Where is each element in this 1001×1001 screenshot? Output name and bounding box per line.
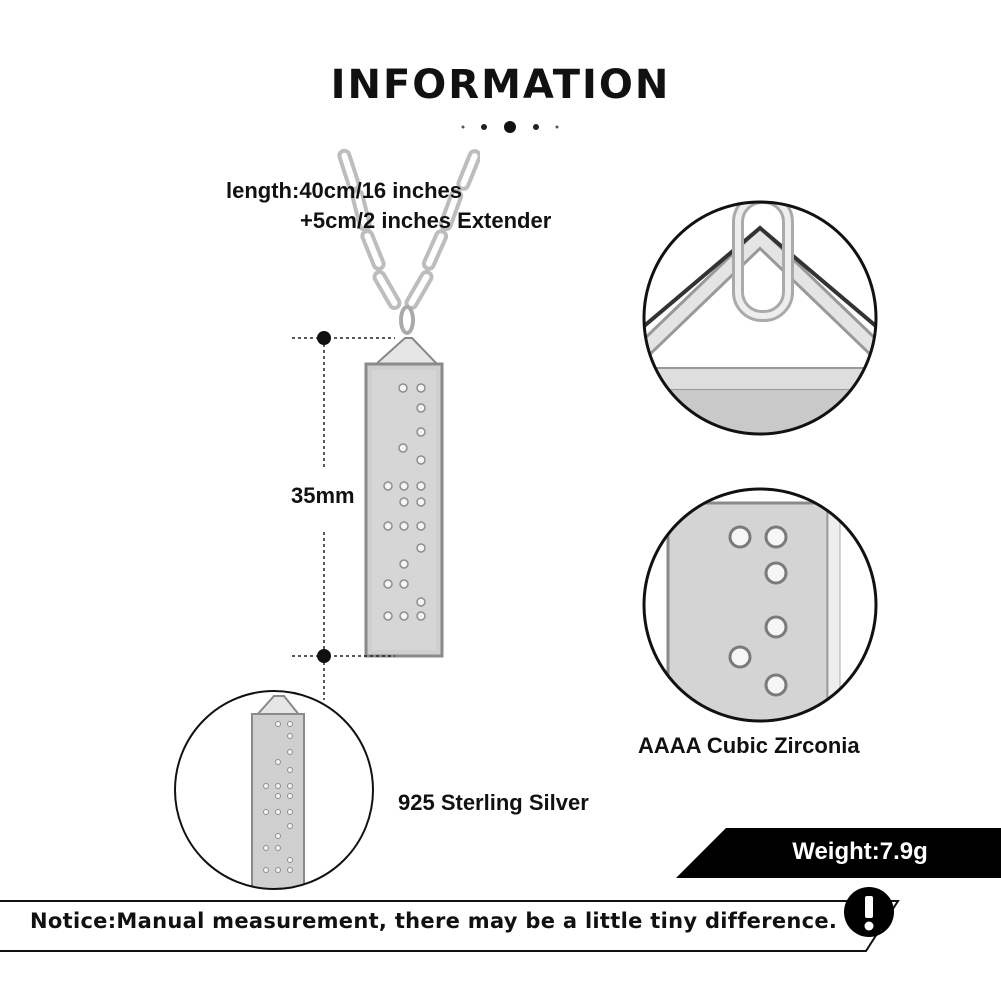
zoom-top-circle [640,198,880,438]
page-title: INFORMATION [330,62,671,108]
notice-text: Notice:Manual measurement, there may be a little tiny difference. [30,909,838,933]
zoom-pendant-circle [172,688,376,892]
extender-label: +5cm/2 inches Extender [300,208,552,233]
weight-label: Weight:7.9g [792,838,928,865]
height-label: 35mm [291,483,355,508]
material-label: 925 Sterling Silver [398,790,589,815]
stone-label: AAAA Cubic Zirconia [638,733,860,758]
exclamation-icon [842,885,896,939]
measurement-guides [280,320,400,700]
length-label: length:40cm/16 inches [226,178,462,203]
zoom-stones-circle [640,485,880,725]
